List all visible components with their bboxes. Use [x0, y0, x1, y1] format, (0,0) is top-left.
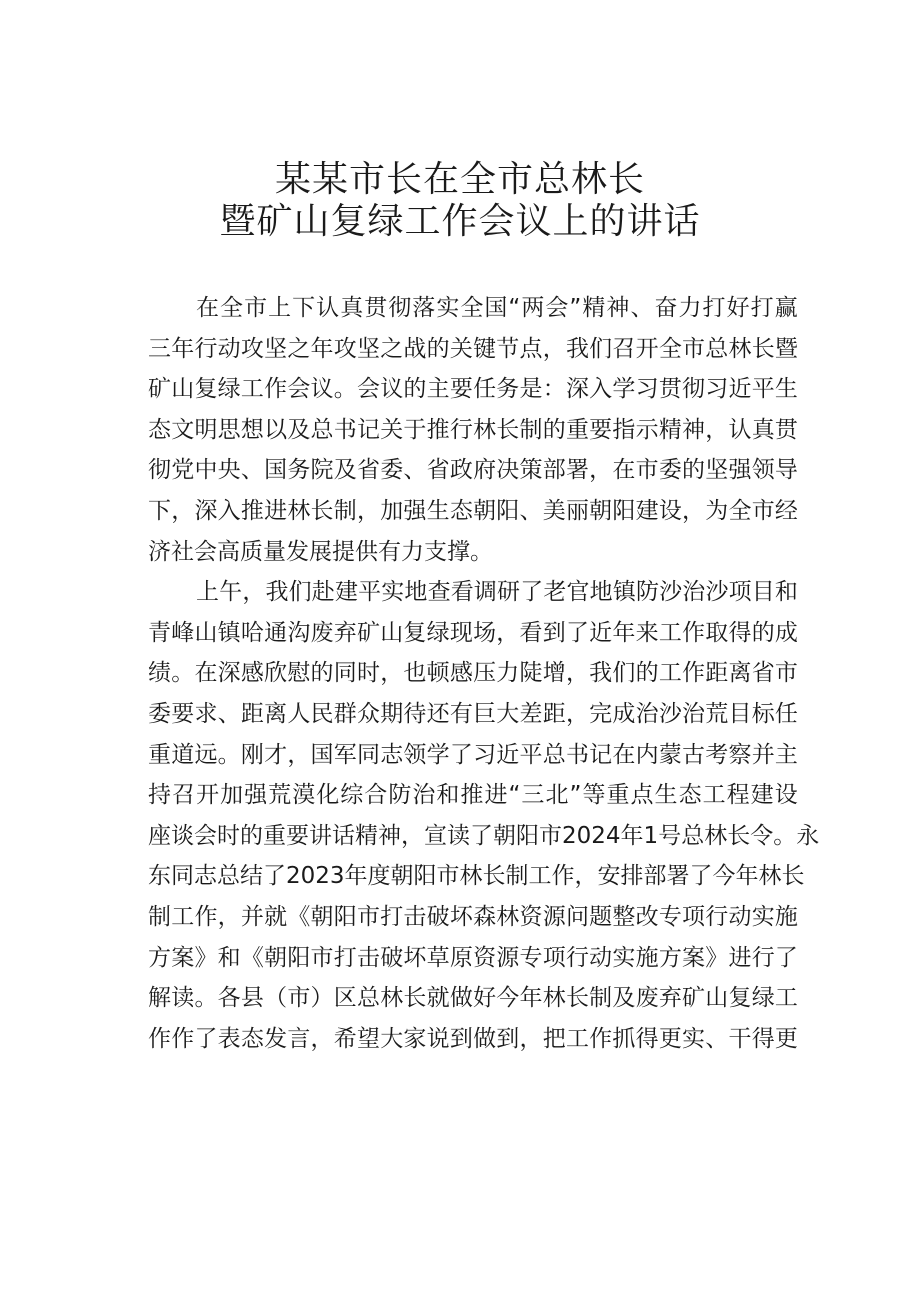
paragraph-line: 方 案 》 和 《 朝 阳 市 打 击 破 坏 草 原 资 源 专 项 行 动 实 施 方 案 》 进 行 了: [148, 944, 798, 971]
paragraph-line: 下 ， 深 入 推 进 林 长 制 ， 加 强 生 态 朝 阳 、 美 丽 朝 阳 建 设 ， 为 全 市 经: [148, 498, 798, 524]
paragraph-line: 重 道 远 。 刚 才 ， 国 军 同 志 领 学 了 习 近 平 总 书 记 在 内 蒙 古 考 察 并 主: [148, 741, 798, 768]
paragraph-line: 上 午 ， 我 们 赴 建 平 实 地 查 看 调 研 了 老 官 地 镇 防 沙 治 沙 项 目 和: [196, 579, 798, 606]
paragraph-line: 态 文 明 思 想 以 及 总 书 记 关 于 推 行 林 长 制 的 重 要 指 示 精 神 ， 认 真 贯: [148, 416, 798, 443]
paragraph-line: 矿 山 复 绿 工 作 会 议 。 会 议 的 主 要 任 务 是 ： 深 入 学 习 贯 彻 习 近 平 生: [148, 376, 798, 403]
paragraph-line: 座 谈 会 时 的 重 要 讲 话 精 神 ， 宣 读 了 朝 阳 市 2024 年 1 号 总 林 长 令 。 永: [148, 822, 820, 849]
paragraph-line: 彻 党 中 央 、 国 务 院 及 省 委 、 省 政 府 决 策 部 署 ， 在 市 委 的 坚 强 领 导: [148, 457, 798, 484]
paragraph-line: 在 全 市 上 下 认 真 贯 彻 落 实 全 国 “ 两 会 ” 精 神 、 奋 力 打 好 打 赢: [196, 295, 798, 321]
paragraph-line: 持 召 开 加 强 荒 漠 化 综 合 防 治 和 推 进 “ 三 北 ” 等 重 点 生 态 工 程 建 设: [148, 782, 798, 809]
paragraph-line: 东 同 志 总 结 了 2023 年 度 朝 阳 市 林 长 制 工 作 ， 安 排 部 署 了 今 年 林 长: [148, 863, 805, 890]
paragraph-line: 解 读 。 各 县 （ 市 ） 区 总 林 长 就 做 好 今 年 林 长 制 及 废 弃 矿 山 复 绿 工: [148, 985, 798, 1012]
document-title-line-2: 暨矿山复绿工作会议上的讲话: [219, 201, 701, 242]
paragraph-line: 绩 。 在 深 感 欣 慰 的 同 时 ， 也 顿 感 压 力 陡 增 ， 我 们 的 工 作 距 离 省 市: [148, 660, 798, 687]
paragraph-line: 三 年 行 动 攻 坚 之 年 攻 坚 之 战 的 关 键 节 点 ， 我 们 召 开 全 市 总 林 长 暨: [148, 335, 798, 362]
paragraph-line: 制 工 作 ， 并 就 《 朝 阳 市 打 击 破 坏 森 林 资 源 问 题 整 改 专 项 行 动 实 施: [148, 904, 798, 930]
paragraph-line: 委 要 求 、 距 离 人 民 群 众 期 待 还 有 巨 大 差 距 ， 完 成 治 沙 治 荒 目 标 任: [148, 701, 798, 727]
paragraph-line: 作 作 了 表 态 发 言 ， 希 望 大 家 说 到 做 到 ， 把 工 作 抓 得 更 实 、 干 得 更: [148, 1025, 798, 1052]
paragraph-line: 济社会高质量发展提供有力支撑。: [148, 538, 493, 565]
paragraph-line: 青 峰 山 镇 哈 通 沟 废 弃 矿 山 复 绿 现 场 ， 看 到 了 近 年 来 工 作 取 得 的 成: [148, 619, 798, 646]
document-title-line-1: 某某市长在全市总林长: [274, 159, 645, 200]
